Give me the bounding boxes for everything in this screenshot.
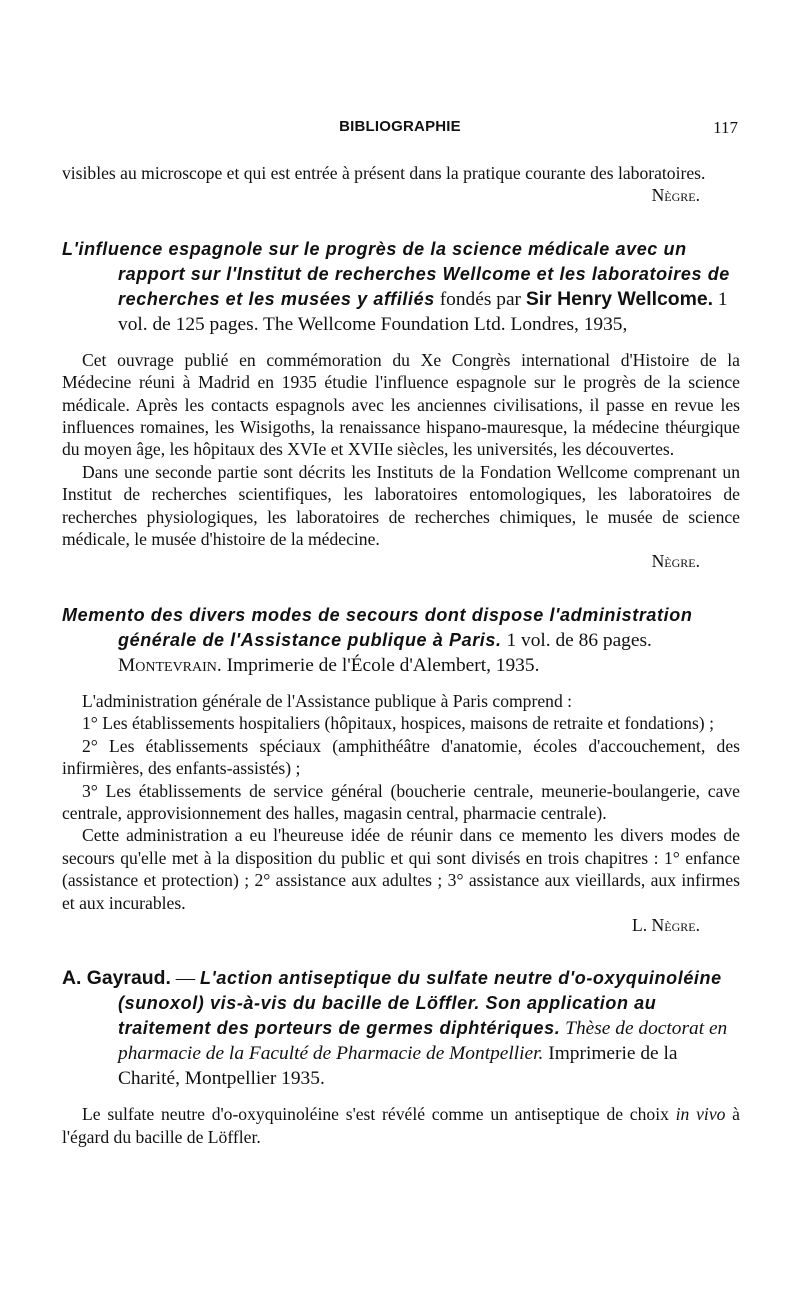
review-paragraph: 3° Les établissements de service général (boucherie centrale, meunerie-boulangerie, cave centrale, approvisionnement des halles, magasin central, pharmacie centrale). bbox=[62, 780, 740, 823]
review-text-italic: in vivo bbox=[675, 1104, 726, 1125]
entry-thesis-note: Thèse de doctorat en pharmacie de la Faculté de Pharmacie de Montpellier. bbox=[118, 1018, 728, 1065]
entry-publisher-name: Sir Henry Wellcome. bbox=[525, 287, 714, 310]
review-signature: Nègre. bbox=[651, 185, 700, 206]
review-paragraph: L'administration générale de l'Assistance publique à Paris comprend : bbox=[82, 690, 573, 711]
entry-publisher-name: Montevrain. bbox=[118, 654, 222, 676]
entry-publication-details: 1 vol. de 125 pages. The Wellcome Foundation Ltd. Londres, 1935, bbox=[118, 288, 728, 335]
review-signature: Nègre. bbox=[651, 551, 700, 572]
review-paragraph: Dans une seconde partie sont décrits les Instituts de la Fondation Wellcome comprenant un Institut de recherches scientifiques, les laboratoires entomologiques, les laboratoires de recherches physiologiques, les laboratoires de recherches chimiques, le musée de science médicale, le musée d'histoire de la médecine. bbox=[62, 461, 740, 550]
bibliography-entry-1 bbox=[62, 237, 740, 573]
review-paragraph bbox=[62, 1103, 740, 1148]
review-text: Le sulfate neutre d'o-oxyquinoléine s'est révélé comme un antiseptique de choix bbox=[82, 1104, 676, 1125]
bibliography-entry-2 bbox=[62, 603, 740, 936]
review-paragraph: Cette administration a eu l'heureuse idée de réunir dans ce memento les divers modes de secours qu'elle met à la disposition du public et qui sont divisés en trois chapitres : 1° enfance (assistance et protection) ; 2° assistance aux adultes ; 3° assistance aux vieillards, aux infirmes et aux incurables. bbox=[62, 825, 740, 913]
entry-volume: 1 vol. de 86 pages. bbox=[501, 629, 652, 651]
running-title: BIBLIOGRAPHIE bbox=[339, 118, 461, 135]
entry-heading bbox=[62, 237, 740, 337]
page-body bbox=[62, 162, 740, 1148]
entry-publication-details: Imprimerie de l'École d'Alembert, 1935. bbox=[221, 654, 540, 676]
review-signature: L. Nègre. bbox=[632, 914, 700, 935]
entry-publication-details: Imprimerie de la Charité, Montpellier 1935. bbox=[118, 1043, 678, 1090]
review-paragraph: 2° Les établissements spéciaux (amphithéâtre d'anatomie, écoles d'accouchement, des infirmières, des enfants-assistés) ; bbox=[62, 735, 740, 779]
running-header bbox=[0, 118, 800, 142]
continued-paragraph: visibles au microscope et qui est entrée à présent dans la pratique courante des laboratoires. bbox=[62, 163, 706, 183]
page-number: 117 bbox=[713, 118, 738, 137]
entry-heading bbox=[62, 603, 740, 678]
entry-title: Memento des divers modes de secours dont dispose l'administration générale de l'Assistance publique à Paris. bbox=[62, 604, 693, 650]
entry-publication-mid: fondés par bbox=[434, 288, 526, 310]
entry-author: A. Gayraud. bbox=[62, 967, 171, 990]
continued-review bbox=[62, 162, 740, 207]
entry-title: L'influence espagnole sur le progrès de la science médicale avec un rapport sur l'Institut de recherches Wellcome et les laboratoires de recherches et les musées y affiliés bbox=[62, 238, 730, 309]
review-paragraph: Cet ouvrage publié en commémoration du Xe Congrès international d'Histoire de la Médecine réuni à Madrid en 1935 étudie l'influence espagnole sur le progrès de la science médicale. Après les contacts espagnols avec les anciennes civilisations, il passe en revue les influences romaines, les Wisigoths, la renaissance hispano-mauresque, la médecine théurgique du moyen âge, les hôpitaux des XVIe et XVIIe siècles, les universités, les découvertes. bbox=[62, 349, 740, 460]
entry-title: L'action antiseptique du sulfate neutre d'o-oxyquinoléine (sunoxol) vis-à-vis du bacille de Löffler. Son application au traitement des porteurs de germes diphtériques. bbox=[118, 968, 722, 1039]
review-text: à l'égard du bacille de Löffler. bbox=[62, 1104, 740, 1147]
entry-heading bbox=[62, 966, 740, 1091]
entry-dash: — bbox=[170, 968, 200, 990]
review-paragraph: 1° Les établissements hospitaliers (hôpitaux, hospices, maisons de retraite et fondations) ; bbox=[82, 713, 714, 734]
bibliography-entry-3 bbox=[62, 966, 740, 1148]
